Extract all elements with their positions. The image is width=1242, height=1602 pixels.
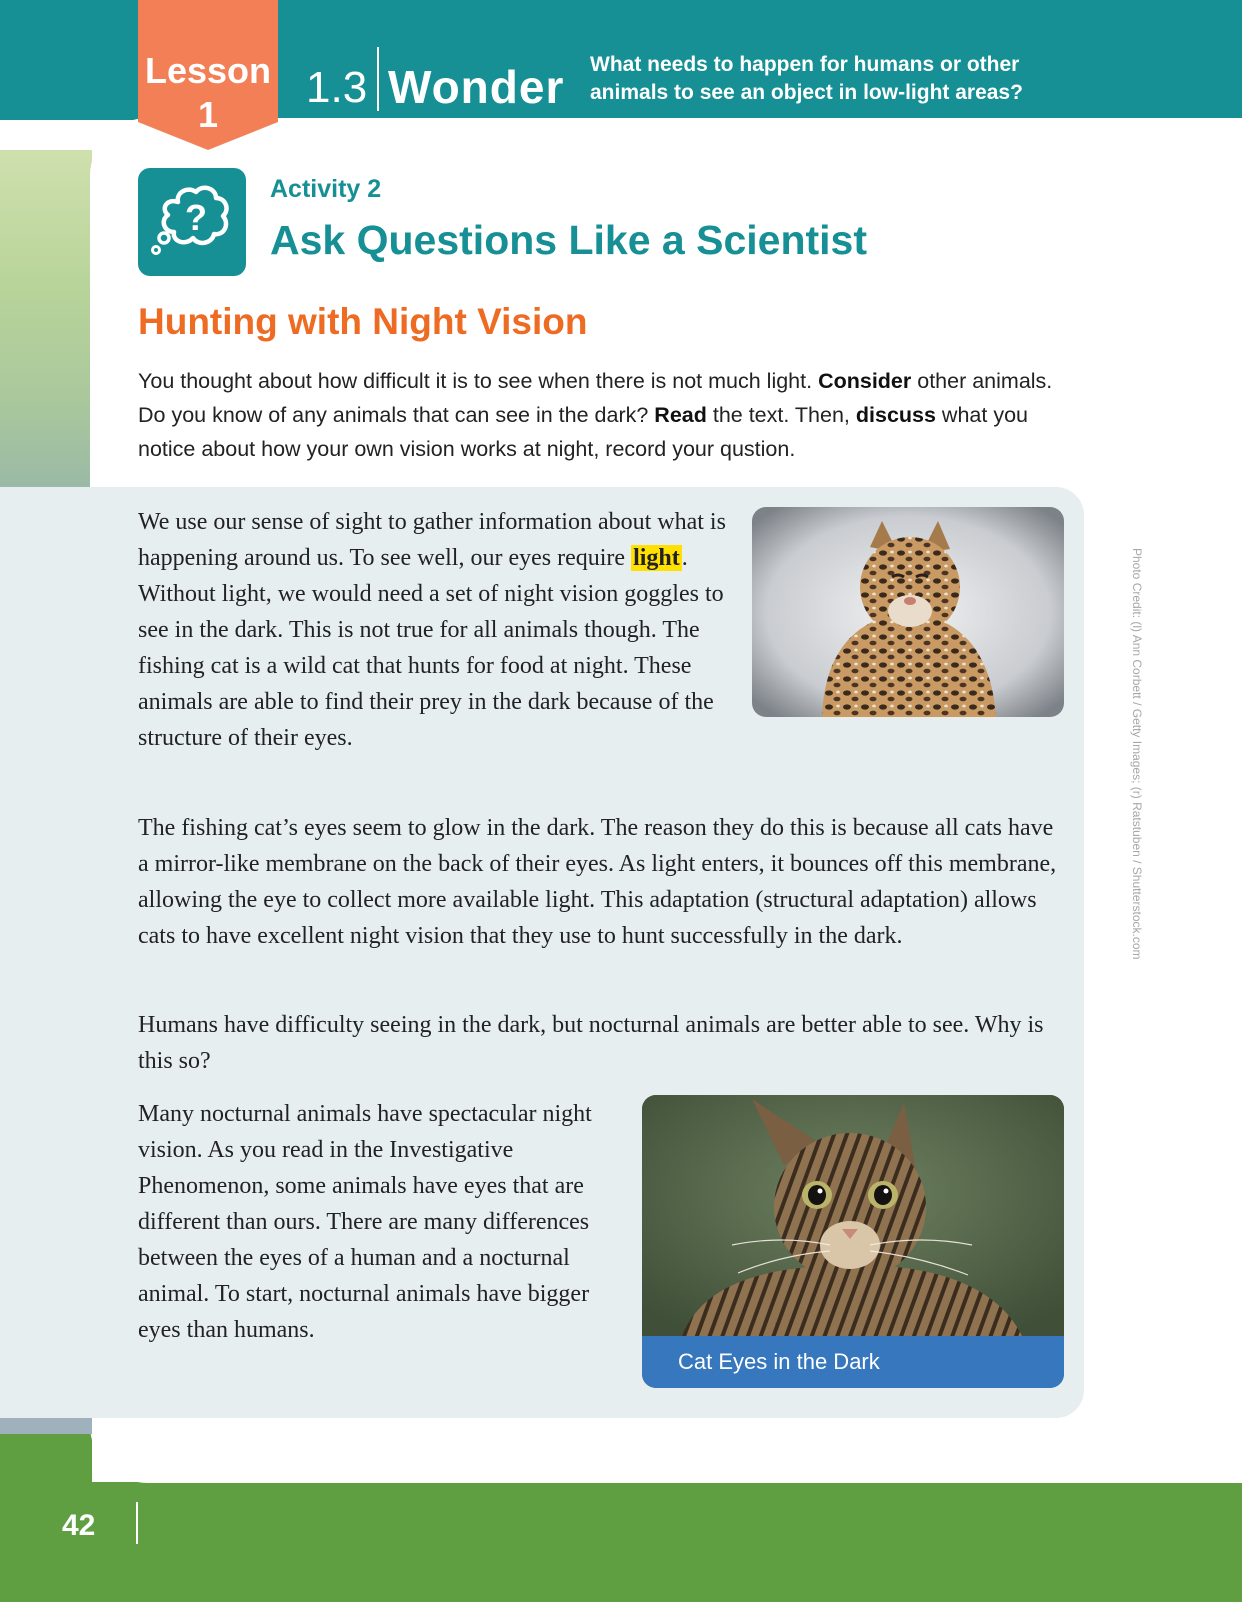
intro-text: what you notice about how your own vision works at night, record your qustion. — [138, 403, 1028, 461]
footer-band — [0, 1482, 1242, 1602]
reading-text: . Without light, we would need a set of night vision goggles to see in the dark. This is not true for all animals though. The fishing cat is a wild cat that hunts for food at night. These animals are able to find their prey in the dark because of the structure of their eyes. — [138, 545, 724, 751]
activity-title: Ask Questions Like a Scientist — [270, 217, 867, 263]
section-number: 1.3 — [306, 63, 368, 112]
intro-text: the text. Then, — [706, 403, 856, 427]
photo-caption-text: Cat Eyes in the Dark — [678, 1349, 880, 1374]
reading-paragraph-1 — [138, 504, 728, 756]
highlighted-word[interactable]: light — [633, 545, 680, 571]
left-decorative-strip — [0, 150, 92, 490]
wonder-question: What needs to happen for humans or other animals to see an object in low-light areas? — [590, 53, 1023, 104]
svg-text:?: ? — [185, 197, 207, 238]
reading-paragraph-2: The fishing cat’s eyes seem to glow in the dark. The reason they do this is because all cats have a mirror-like membrane on the back of their eyes. As light enters, it bounces off this membrane, allowing the eye to collect more available light. This adaptation (structural adaptation) allows cats to have excellent night vision that they use to hunt successfully in the dark. — [138, 815, 1057, 949]
intro-bold-read: Read — [654, 403, 707, 427]
reading-paragraph-3: Humans have difficulty seeing in the dark, but nocturnal animals are better able to see. Why is this so? — [138, 1012, 1044, 1074]
page-number: 42 — [62, 1509, 96, 1542]
intro-text: other animals. Do you know of any animals that can see in the dark? — [138, 369, 1053, 427]
lesson-number: 1 — [197, 94, 219, 135]
section-title: Wonder — [388, 61, 565, 113]
intro-text: You thought about how difficult it is to see when there is not much light. — [138, 369, 819, 393]
activity-label: Activity 2 — [270, 175, 382, 203]
wild-cat-photo — [752, 507, 1064, 717]
left-decorative-strip-bottom — [0, 1418, 92, 1434]
intro-bold-consider: Consider — [818, 369, 912, 393]
reading-text: We use our sense of sight to gather information about what is happening around us. To see well, our eyes require — [138, 509, 726, 571]
lesson-label: Lesson — [144, 50, 272, 91]
page-number-divider — [136, 1502, 138, 1544]
section-heading: Hunting with Night Vision — [138, 301, 588, 342]
section-divider — [377, 47, 379, 111]
intro-bold-discuss: discuss — [855, 403, 936, 427]
intro-paragraph — [138, 364, 1078, 466]
reading-paragraph-4: Many nocturnal animals have spectacular night vision. As you read in the Investigative Phenomenon, some animals have eyes that are different than ours. There are many differences between the eyes of a human and a nocturnal animal. To start, nocturnal animals have bigger eyes than humans. — [138, 1101, 592, 1343]
photo-caption — [642, 1336, 1064, 1388]
question-cloud-icon — [138, 168, 246, 276]
photo-credit: Photo Credit: (l) Ann Corbett / Getty Images; (r) Ratstuben / Shutterstock.com — [1130, 548, 1144, 960]
lesson-tab — [138, 0, 278, 150]
tabby-cat-photo — [642, 1095, 1064, 1388]
